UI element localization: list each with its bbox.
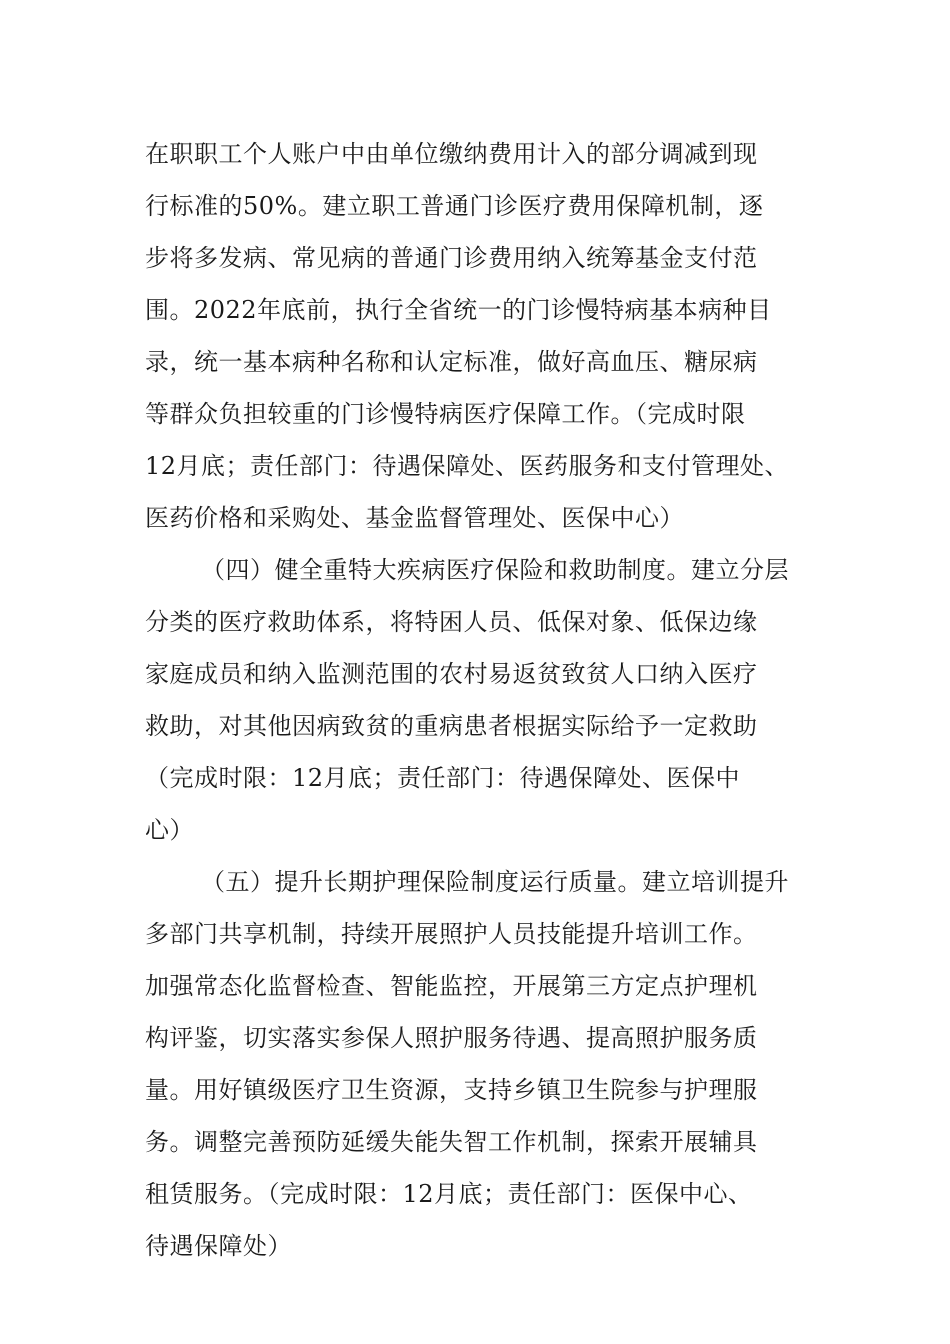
text-line: 在职职工个人账户中由单位缴纳费用计入的部分调减到现 <box>145 140 758 168</box>
text-line: 家庭成员和纳入监测范围的农村易返贫致贫人口纳入医疗 <box>145 660 758 688</box>
text-line: 录，统一基本病种名称和认定标准，做好高血压、糖尿病 <box>145 348 758 376</box>
text-line: 待遇保障处） <box>145 1232 292 1260</box>
text-line: 分类的医疗救助体系，将特困人员、低保对象、低保边缘 <box>145 608 758 636</box>
text-line: 务。调整完善预防延缓失能失智工作机制，探索开展辅具 <box>145 1128 758 1156</box>
paragraph-heading-line: （四）健全重特大疾病医疗保险和救助制度。建立分层 <box>201 556 789 584</box>
text-line: 多部门共享机制，持续开展照护人员技能提升培训工作。 <box>145 920 758 948</box>
paragraph-heading-line: （五）提升长期护理保险制度运行质量。建立培训提升 <box>201 868 789 896</box>
paragraph-5 <box>145 856 825 1272</box>
text-line: 加强常态化监督检查、智能监控，开展第三方定点护理机 <box>145 972 758 1000</box>
paragraph-3-continued <box>145 128 825 544</box>
paragraph-4 <box>145 544 825 856</box>
text-line: 围。2022年底前，执行全省统一的门诊慢特病基本病种目 <box>145 296 772 324</box>
text-line: 量。用好镇级医疗卫生资源，支持乡镇卫生院参与护理服 <box>145 1076 758 1104</box>
text-line: 行标准的50%。建立职工普通门诊医疗费用保障机制，逐 <box>145 192 764 220</box>
document-body <box>145 128 825 1272</box>
text-line: 救助，对其他因病致贫的重病患者根据实际给予一定救助 <box>145 712 758 740</box>
text-line: 12月底；责任部门：待遇保障处、医药服务和支付管理处、 <box>145 452 790 480</box>
text-line: （完成时限：12月底；责任部门：待遇保障处、医保中 <box>145 764 741 792</box>
text-line: 等群众负担较重的门诊慢特病医疗保障工作。（完成时限 <box>145 400 746 428</box>
text-line: 租赁服务。（完成时限：12月底；责任部门：医保中心、 <box>145 1180 753 1208</box>
text-line: 心） <box>145 816 194 844</box>
text-line: 医药价格和采购处、基金监督管理处、医保中心） <box>145 504 684 532</box>
text-line: 步将多发病、常见病的普通门诊费用纳入统筹基金支付范 <box>145 244 758 272</box>
text-line: 构评鉴，切实落实参保人照护服务待遇、提高照护服务质 <box>145 1024 758 1052</box>
